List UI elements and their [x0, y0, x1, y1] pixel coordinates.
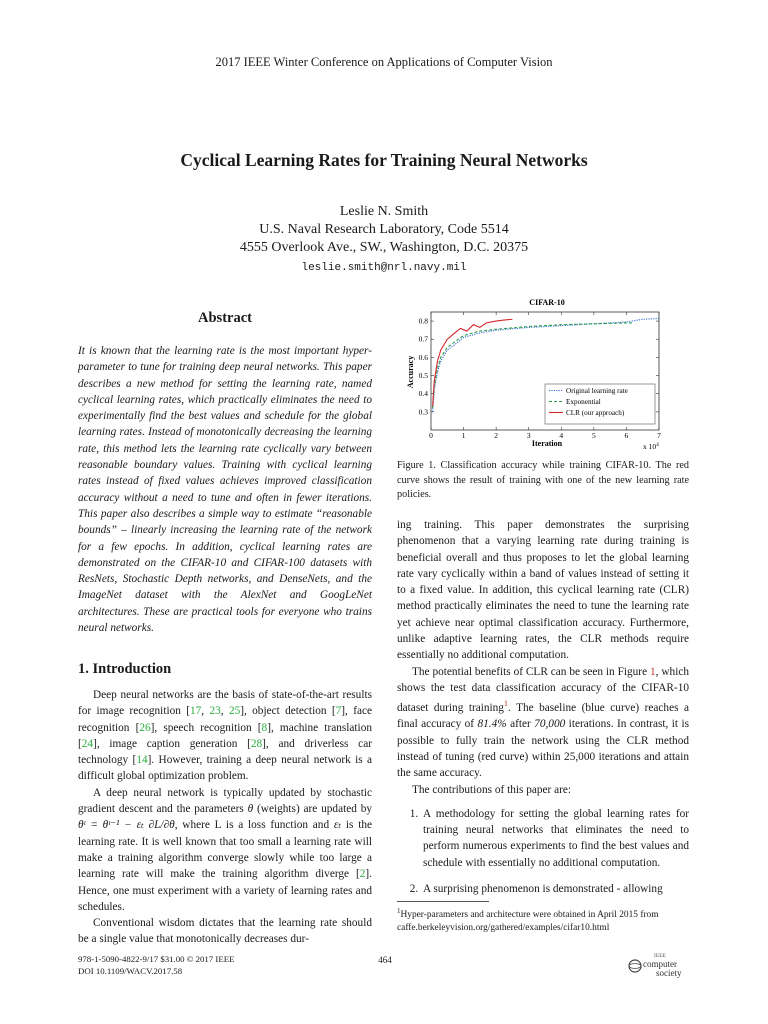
- y-tick-label: 0.7: [418, 334, 428, 344]
- right-paragraph-1: ing training. This paper demonstrates the surprising phenomenon that a varying learning rate during training is beneficial overall and thus proposes to let the global learning rate vary cyclically within a band of values instead of setting it to a fixed value. In addition, this cyclical learning rate (CLR) method practically eliminates the need to tune the learning rate yet achieve near optimal classification accuracy. Furthermore, unlike adaptive learning rates, the CLR methods require essentially no additional computation.: [397, 519, 689, 662]
- paper-title: Cyclical Learning Rates for Training Neural Networks: [180, 150, 588, 170]
- citation-link[interactable]: 17: [190, 705, 202, 718]
- citation-link[interactable]: 2: [359, 868, 366, 881]
- intro-paragraph-1: Deep neural networks are the basis of state-of-the-art results for image recognition [17, 23, 25], object detection [7], face recognition [26], speech recognition [8], machine translation [24], image caption generation [28], and driverless car technology [14]. However, training a deep neural network is a difficult global optimization problem.: [78, 689, 372, 783]
- x-tick-label: 0: [429, 431, 433, 440]
- svg-text:society: society: [656, 968, 682, 978]
- x-axis-multiplier: x $10^4$: [643, 442, 659, 451]
- intro-paragraph-2: A deep neural network is typically updated by stochastic gradient descent and the parameters θ (weights) are updated by θᵗ = θᵗ⁻¹ − εₜ ∂L/∂θ, where L is a loss function and εₜ is the learning rate. It is well known that too small a learning rate will make a training algorithm converge slowly while too large a learning rate will make the training algorithm diverge [2]. Hence, one must experiment with a variety of learning rates and schedules.: [78, 786, 373, 913]
- update-formula: θᵗ = θᵗ⁻¹ − εₜ ∂L/∂θ: [78, 819, 175, 832]
- figure-1-caption: Figure 1. Classification accuracy while training CIFAR-10. The red curve shows the result of training with one of the new learning rate policies.: [397, 460, 689, 500]
- left-column-body: [78, 687, 372, 948]
- citation-link[interactable]: 7: [335, 705, 342, 718]
- legend-label: Exponential: [566, 398, 601, 406]
- footnote: $^1$Hyper-parameters and architecture were obtained in April 2015 from caffe.berkeleyvision.org/gathered/examples/cifar10.html: [397, 907, 659, 933]
- citation-link[interactable]: 8: [261, 721, 268, 734]
- x-axis-label: Iteration: [531, 439, 563, 448]
- figure-1-chart: [397, 294, 689, 454]
- x-tick-label: 3: [526, 431, 531, 440]
- y-tick-label: 0.3: [418, 407, 428, 417]
- right-paragraph-2: The potential benefits of CLR can be seen in Figure 1, which shows the test data classification accuracy of the CIFAR-10 dataset during training$^1$. The baseline (blue curve) reaches a final accuracy of 81.4% after 70,000 iterations. In contrast, it is possible to fully train the network using the CLR method instead of tuning (red curve) within 25,000 iterations and attain the same accuracy.: [397, 665, 689, 780]
- abstract-heading: Abstract: [198, 310, 252, 326]
- legend-label: CLR (our approach): [566, 409, 625, 417]
- footnote-rule: [397, 901, 489, 902]
- chart-title: CIFAR-10: [529, 298, 565, 307]
- abstract-text: It is known that the learning rate is the most important hyper-parameter to tune for training deep neural networks. This paper describes a new method for setting the learning rate, named cyclical learning rates, which practically eliminates the need to experimentally find the best values and schedule for the global learning rates. Instead of monotonically decreasing the learning rate, this method lets the learning rate cyclically vary between reasonable boundary values. Training with cyclical learning rates instead of fixed values achieves improved classification accuracy without a need to tune and often in fewer iterations. This paper also describes a simple way to estimate “reasonable bounds” – linearly increasing the learning rate of the network for a few epochs. In addition, cyclical learning rates are demonstrated on the CIFAR-10 and CIFAR-100 datasets with ResNets, Stochastic Depth networks, and DenseNets, and the ImageNet dataset with the AlexNet and GoogLeNet architectures. These are practical tools for everyone who trains neural networks.: [78, 345, 372, 635]
- y-axis-label: Accuracy: [406, 355, 415, 389]
- ieee-computer-society-logo: [626, 948, 696, 978]
- citation-link[interactable]: 25: [228, 705, 241, 718]
- x-tick-label: 5: [591, 431, 596, 440]
- citation-link[interactable]: 14: [136, 754, 148, 767]
- svg-text:IEEE: IEEE: [654, 953, 666, 959]
- y-tick-label: 0.6: [418, 352, 428, 362]
- chart-legend: [545, 384, 655, 424]
- footer-isbn: 978-1-5090-4822-9/17 $31.00 © 2017 IEEE: [78, 954, 235, 964]
- legend-label: Original learning rate: [566, 387, 628, 395]
- x-tick-label: 1: [461, 431, 466, 440]
- svg-text:computer: computer: [643, 959, 677, 969]
- y-tick-label: 0.5: [418, 371, 428, 381]
- citation-link[interactable]: 23: [209, 705, 221, 718]
- right-paragraph-3: The contributions of this paper are:: [412, 783, 572, 796]
- author-affiliation: U.S. Naval Research Laboratory, Code 5514: [259, 222, 509, 237]
- y-tick-label: 0.4: [418, 389, 428, 399]
- x-tick-label: 4: [559, 431, 564, 440]
- author-address: 4555 Overlook Ave., SW., Washington, D.C. 20375: [239, 240, 529, 255]
- footer-publication-info: [78, 953, 234, 977]
- contribution-item: 1. A methodology for setting the global learning rates for training neural networks that eliminates the need to perform numerous experiments to find the best values and schedule with essentially no additional computation.: [421, 806, 689, 871]
- page-number: 464: [378, 955, 392, 965]
- citation-link[interactable]: 26: [139, 721, 151, 734]
- intro-paragraph-3: Conventional wisdom dictates that the learning rate should be a single value that monotonically decreases dur-: [78, 917, 372, 946]
- contribution-item: 2. A surprising phenomenon is demonstrated - allowing: [421, 881, 689, 897]
- y-tick-label: 0.8: [418, 316, 428, 326]
- author-name: Leslie N. Smith: [339, 204, 429, 219]
- contributions-list: [397, 806, 689, 897]
- citation-link[interactable]: 28: [250, 737, 263, 750]
- figure-reference-link[interactable]: 1: [650, 665, 656, 678]
- introduction-heading: 1. Introduction: [78, 661, 172, 677]
- author-email[interactable]: leslie.smith@nrl.navy.mil: [301, 262, 467, 274]
- citation-link[interactable]: 24: [81, 737, 94, 750]
- x-tick-label: 7: [657, 431, 661, 440]
- conference-header: 2017 IEEE Winter Conference on Applications of Computer Vision: [215, 55, 553, 69]
- x-tick-label: 2: [494, 431, 499, 440]
- right-column-body: [397, 517, 689, 907]
- footer-doi[interactable]: DOI 10.1109/WACV.2017.58: [78, 966, 183, 976]
- series-line: [433, 319, 513, 406]
- footnote-reference-link[interactable]: 1: [503, 699, 508, 709]
- x-tick-label: 6: [624, 431, 629, 440]
